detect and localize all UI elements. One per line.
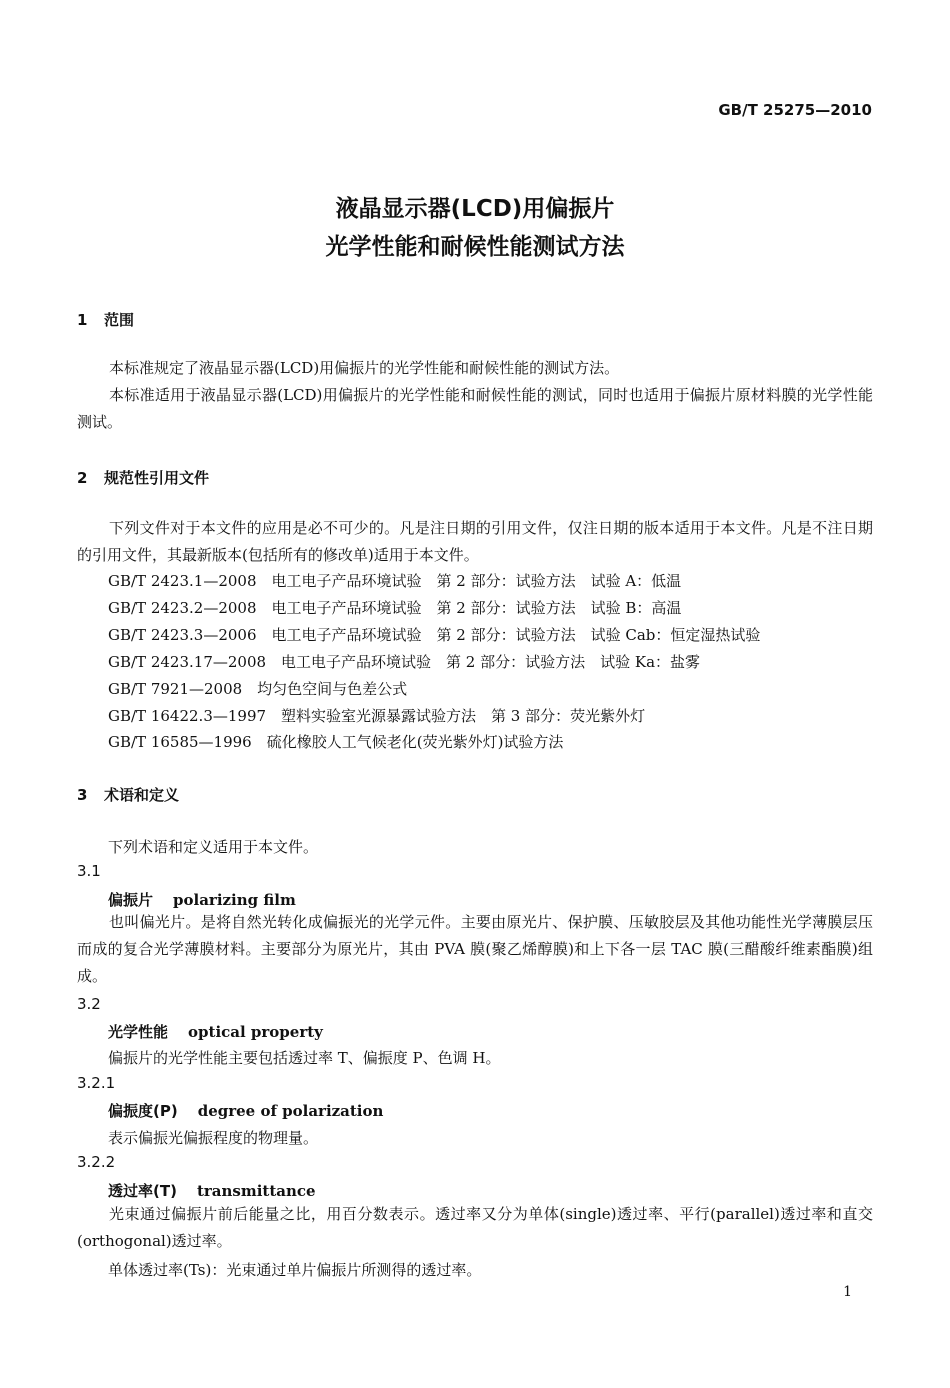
term-heading: 光学性能 optical property xyxy=(108,1023,323,1041)
reference-item: GB/T 16422.3—1997 塑料实验室光源暴露试验方法 第 3 部分：荧光紫外灯 xyxy=(108,707,646,725)
term-heading: 偏振度(P) degree of polarization xyxy=(108,1102,384,1120)
reference-item: GB/T 2423.1—2008 电工电子产品环境试验 第 2 部分：试验方法 试验 A：低温 xyxy=(108,572,682,590)
section-3-heading: 3 术语和定义 xyxy=(77,786,180,804)
clause-number: 3.2 xyxy=(77,995,101,1013)
reference-item: GB/T 16585—1996 硫化橡胶人工气候老化(荧光紫外灯)试验方法 xyxy=(108,733,564,751)
title-line-1: 液晶显示器(LCD)用偏振片 xyxy=(335,196,615,222)
reference-item: GB/T 2423.3—2006 电工电子产品环境试验 第 2 部分：试验方法 试验 Cab：恒定湿热试验 xyxy=(108,626,761,644)
term-heading: 透过率(T) transmittance xyxy=(108,1182,316,1200)
section-2-heading: 2 规范性引用文件 xyxy=(77,469,210,487)
title-line-2: 光学性能和耐候性能测试方法 xyxy=(325,234,625,260)
reference-item: GB/T 2423.17—2008 电工电子产品环境试验 第 2 部分：试验方法 试验 Ka：盐雾 xyxy=(108,653,701,671)
reference-item: GB/T 2423.2—2008 电工电子产品环境试验 第 2 部分：试验方法 试验 B：高温 xyxy=(108,599,682,617)
section-1-heading: 1 范围 xyxy=(77,311,135,329)
section-3-intro: 下列术语和定义适用于本文件。 xyxy=(108,838,319,856)
section-2-intro: 下列文件对于本文件的应用是必不可少的。凡是注日期的引用文件，仅注日期的版本适用于本文件。凡是不注日期的引用文件，其最新版本(包括所有的修改单)适用于本文件。 xyxy=(77,519,873,564)
reference-item: GB/T 7921—2008 均匀色空间与色差公式 xyxy=(108,680,408,698)
term-heading: 偏振片 polarizing film xyxy=(108,891,296,909)
page-number: 1 xyxy=(843,1284,852,1300)
term-definition: 表示偏振光偏振程度的物理量。 xyxy=(108,1129,319,1147)
term-definition: 光束通过偏振片前后能量之比，用百分数表示。透过率又分为单体(single)透过率、平行(parallel)透过率和直交(orthogonal)透过率。 xyxy=(77,1205,873,1250)
clause-number: 3.1 xyxy=(77,862,101,880)
term-definition: 偏振片的光学性能主要包括透过率 T、偏振度 P、色调 H。 xyxy=(108,1049,501,1067)
clause-number: 3.2.2 xyxy=(77,1153,116,1171)
term-definition: 也叫偏光片。是将自然光转化成偏振光的光学元件。主要由原光片、保护膜、压敏胶层及其他功能性光学薄膜层压而成的复合光学薄膜材料。主要部分为原光片，其由 PVA 膜(聚乙烯醇膜)和上下各一层 TAC 膜(三醋酸纤维素酯膜)组成。 xyxy=(77,913,873,985)
clause-number: 3.2.1 xyxy=(77,1074,116,1092)
section-1-para-2: 本标准适用于液晶显示器(LCD)用偏振片的光学性能和耐候性能的测试，同时也适用于偏振片原材料膜的光学性能测试。 xyxy=(77,386,873,431)
section-1-para-1: 本标准规定了液晶显示器(LCD)用偏振片的光学性能和耐候性能的测试方法。 xyxy=(109,359,620,377)
standard-number: GB/T 25275—2010 xyxy=(718,101,872,119)
term-definition: 单体透过率(Ts)：光束通过单片偏振片所测得的透过率。 xyxy=(108,1261,482,1279)
